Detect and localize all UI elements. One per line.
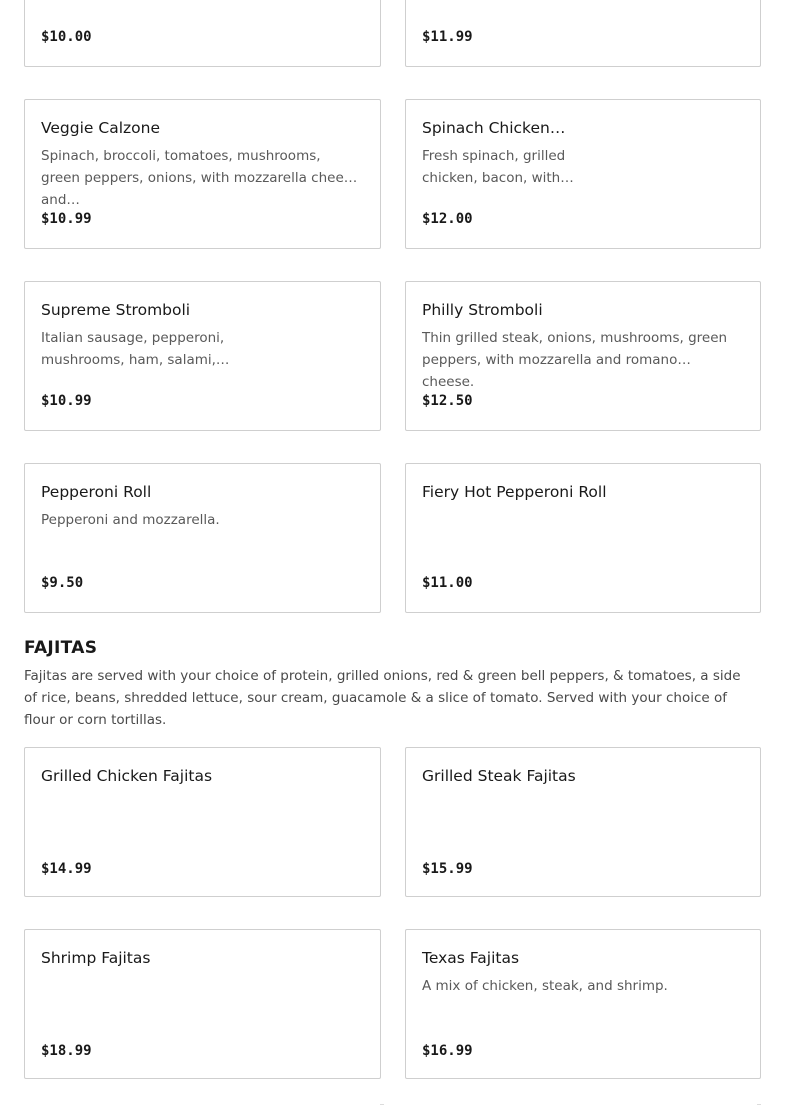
menu-item-texas-fajitas[interactable] <box>405 929 761 1079</box>
item-price: $10.99 <box>41 393 92 409</box>
menu-item-pepperoni-roll[interactable] <box>24 463 381 613</box>
menu-item-grilled-steak-fajitas[interactable] <box>405 747 761 897</box>
item-name: Fiery Hot Pepperoni Roll <box>422 483 607 501</box>
item-name: Shrimp Fajitas <box>41 949 151 967</box>
item-price: $14.99 <box>41 861 92 877</box>
item-price: $11.00 <box>422 575 473 591</box>
section-title-fajitas: FAJITAS <box>24 638 98 658</box>
menu-item-fiery-hot-pepperoni-roll[interactable] <box>405 463 761 613</box>
item-name: Spinach Chicken… <box>422 119 566 137</box>
item-name: Grilled Steak Fajitas <box>422 767 576 785</box>
menu-item-supreme-stromboli[interactable] <box>24 281 381 431</box>
item-name: Pepperoni Roll <box>41 483 152 501</box>
item-description: Thin grilled steak, onions, mushrooms, green peppers, with mozzarella and romano cheese. <box>422 330 728 390</box>
item-price: $12.50 <box>422 393 473 409</box>
item-description: Italian sausage, pepperoni, mushrooms, ham, salami,… <box>41 330 230 368</box>
menu-item-veggie-calzone[interactable] <box>24 99 381 249</box>
item-price: $11.99 <box>422 29 473 45</box>
item-price: $15.99 <box>422 861 473 877</box>
item-name: Supreme Stromboli <box>41 301 191 319</box>
menu-item-philly-stromboli[interactable] <box>405 281 761 431</box>
item-price: $16.99 <box>422 1043 473 1059</box>
item-description: Fresh spinach, grilled chicken, bacon, with… <box>422 148 574 186</box>
item-price: $12.00 <box>422 211 473 227</box>
menu-item-shrimp-fajitas[interactable] <box>24 929 381 1079</box>
section-description: Fajitas are served with your choice of protein, grilled onions, red & green bell peppers, & tomatoes, a side of rice, beans, shredded lettuce, sour cream, guacamole & a slice of tomato. Served with your choice of flour or corn tortillas. <box>24 668 741 728</box>
item-price: $10.00 <box>41 29 92 45</box>
item-name: Veggie Calzone <box>41 119 160 137</box>
item-name: Texas Fajitas <box>422 949 520 967</box>
card-edge <box>757 1104 761 1112</box>
item-price: $10.99 <box>41 211 92 227</box>
menu-item-grilled-chicken-fajitas[interactable] <box>24 747 381 897</box>
card-edge <box>380 1104 384 1112</box>
item-price: $18.99 <box>41 1043 92 1059</box>
menu-item-card[interactable] <box>24 0 381 67</box>
item-description: A mix of chicken, steak, and shrimp. <box>422 978 668 994</box>
item-description: Pepperoni and mozzarella. <box>41 512 220 528</box>
menu-item-card[interactable] <box>405 0 761 67</box>
item-name: Philly Stromboli <box>422 301 543 319</box>
menu-item-spinach-chicken[interactable] <box>405 99 761 249</box>
item-name: Grilled Chicken Fajitas <box>41 767 213 785</box>
item-price: $9.50 <box>41 575 84 591</box>
item-description: Spinach, broccoli, tomatoes, mushrooms, green peppers, onions, with mozzarella cheese and… <box>41 148 360 208</box>
